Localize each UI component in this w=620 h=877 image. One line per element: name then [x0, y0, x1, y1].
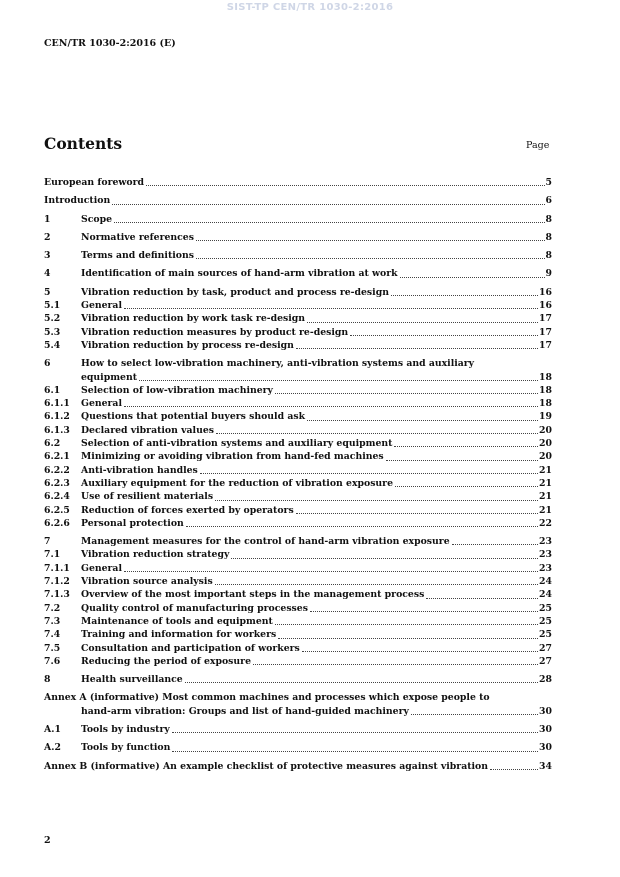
toc-entry-page: 5 — [545, 177, 552, 188]
toc-entry[interactable] — [44, 642, 552, 655]
toc-entry-number: 7.2 — [44, 602, 61, 614]
toc-entry-number: 6.2.6 — [44, 517, 70, 529]
toc-entry-title: Selection of low-vibration machinery — [81, 384, 273, 396]
toc-entry-number: 6 — [44, 358, 51, 370]
dot-leader — [186, 526, 538, 527]
dot-leader — [278, 638, 538, 639]
toc-entry-page: 8 — [545, 250, 552, 262]
dot-leader — [307, 322, 538, 323]
toc-entry-number: 7.1 — [44, 549, 61, 561]
dot-leader — [296, 348, 538, 349]
toc-entry[interactable] — [44, 450, 552, 463]
dot-leader — [172, 751, 538, 752]
toc-entry-title: Health surveillance — [81, 674, 183, 686]
toc-entry-title: Anti-vibration handles — [81, 464, 198, 476]
toc-entry-page: 24 — [539, 576, 552, 588]
toc-entry-page: 23 — [539, 562, 552, 574]
toc-entry-title: Normative references — [81, 231, 194, 243]
toc-entry-title: Annex B (informative) An example checklist of protective measures against vibration — [44, 760, 489, 772]
toc-entry-title: Overview of the most important steps in the management process — [81, 589, 425, 601]
toc-entry-title: How to select low-vibration machinery, anti-vibration systems and auxiliary — [81, 358, 475, 370]
toc-entry-number: 5.3 — [44, 326, 61, 338]
toc-entry-page: 20 — [539, 424, 552, 436]
toc-entry[interactable] — [44, 548, 552, 561]
dot-leader — [426, 598, 538, 599]
dot-leader — [112, 204, 544, 205]
toc-entry-title: General — [81, 300, 122, 312]
toc-entry-number: 5.4 — [44, 339, 61, 351]
toc-entry-page: 25 — [539, 629, 552, 641]
dot-leader — [310, 611, 538, 612]
dot-leader — [296, 513, 538, 514]
toc-entry-number: 6.1 — [44, 384, 61, 396]
toc-entry-number: 4 — [44, 268, 51, 280]
toc-entry-page: 23 — [539, 536, 552, 548]
toc-entry-number: 6.2 — [44, 438, 61, 450]
dot-leader — [231, 558, 538, 559]
document-identifier: CEN/TR 1030-2:2016 (E) — [44, 38, 176, 49]
toc-entry-page: 24 — [539, 589, 552, 601]
toc-entry[interactable] — [44, 437, 552, 450]
toc-entry-page: 16 — [539, 300, 552, 312]
toc-entry-page: 8 — [545, 213, 552, 225]
toc-entry-number: 3 — [44, 250, 51, 262]
toc-entry[interactable] — [44, 628, 552, 641]
toc-entry[interactable] — [44, 176, 552, 189]
toc-entry-number: 5.1 — [44, 300, 61, 312]
toc-entry-number: 8 — [44, 674, 51, 686]
toc-entry[interactable] — [44, 691, 552, 718]
toc-entry[interactable] — [44, 267, 552, 280]
toc-entry-title: Training and information for workers — [81, 629, 277, 641]
toc-entry-page: 25 — [539, 602, 552, 614]
toc-entry-title: European foreword — [44, 177, 144, 188]
toc-entry[interactable] — [44, 424, 552, 437]
toc-entry-title: Vibration reduction by work task re-design — [81, 313, 306, 325]
toc-entry[interactable] — [44, 673, 552, 686]
toc-entry-page: 19 — [539, 411, 552, 423]
toc-entry-page: 8 — [545, 231, 552, 243]
toc-entry-title: Consultation and participation of workers — [81, 642, 300, 654]
watermark: SIST-TP CEN/TR 1030-2:2016 — [226, 2, 394, 13]
toc-entry[interactable] — [44, 231, 552, 244]
toc-entry-number: A.2 — [44, 742, 61, 754]
toc-entry[interactable] — [44, 397, 552, 410]
contents-heading: Contents — [44, 134, 123, 153]
toc-entry[interactable] — [44, 326, 552, 339]
toc-entry-page: 22 — [539, 517, 552, 529]
dot-leader — [196, 240, 545, 241]
toc-entry-title-continued: equipment — [81, 371, 138, 383]
toc-entry-page: 20 — [539, 438, 552, 450]
toc-entry[interactable] — [44, 249, 552, 262]
toc-entry-page: 30 — [539, 705, 552, 717]
toc-entry-page: 16 — [539, 286, 552, 298]
toc-entry[interactable] — [44, 562, 552, 575]
toc-entry-page: 6 — [545, 195, 552, 207]
toc-entry-page: 30 — [539, 723, 552, 735]
toc-entry[interactable] — [44, 312, 552, 325]
toc-entry-number: 6.1.1 — [44, 398, 70, 410]
toc-entry-number: 6.2.3 — [44, 477, 70, 489]
toc-entry-page: 21 — [539, 491, 552, 503]
dot-leader — [275, 624, 538, 625]
toc-entry-number: 7.6 — [44, 655, 61, 667]
toc-entry-number: 6.2.4 — [44, 491, 70, 503]
toc-entry[interactable] — [44, 575, 552, 588]
dot-leader — [196, 258, 545, 259]
page-column-label: Page — [526, 140, 550, 151]
toc-entry-page: 27 — [539, 642, 552, 654]
toc-entry[interactable] — [44, 588, 552, 601]
dot-leader — [411, 714, 538, 715]
toc-entry-title: Vibration reduction by task, product and process re-design — [81, 286, 389, 298]
toc-entry-page: 28 — [539, 674, 552, 686]
toc-entry[interactable] — [44, 213, 552, 226]
dot-leader — [302, 651, 538, 652]
toc-entry-title: Minimizing or avoiding vibration from hand-fed machines — [81, 451, 384, 463]
dot-leader — [146, 185, 545, 186]
toc-entry[interactable] — [44, 339, 552, 352]
toc-entry-page: 18 — [539, 384, 552, 396]
toc-entry-number: 6.1.2 — [44, 411, 70, 423]
table-of-contents — [44, 176, 552, 773]
toc-entry-number: 7.5 — [44, 642, 61, 654]
dot-leader — [216, 433, 538, 434]
dot-leader — [215, 584, 538, 585]
toc-entry[interactable] — [44, 477, 552, 490]
dot-leader — [124, 406, 538, 407]
toc-entry-title: Vibration reduction measures by product re-design — [81, 326, 349, 338]
dot-leader — [490, 769, 538, 770]
toc-entry-title: General — [81, 562, 122, 574]
toc-entry-title: Introduction — [44, 195, 111, 207]
toc-entry[interactable] — [44, 357, 552, 384]
dot-leader — [307, 420, 538, 421]
toc-entry[interactable] — [44, 655, 552, 668]
toc-entry-page: 20 — [539, 451, 552, 463]
toc-entry-number: A.1 — [44, 723, 61, 735]
toc-entry-title: Personal protection — [81, 517, 184, 529]
toc-entry-title: Annex A (informative) Most common machines and processes which expose people to — [44, 692, 490, 704]
toc-entry-title: Terms and definitions — [81, 250, 194, 262]
dot-leader — [452, 544, 538, 545]
dot-leader — [185, 682, 538, 683]
dot-leader — [400, 277, 545, 278]
dot-leader — [386, 460, 538, 461]
toc-entry-page: 18 — [539, 398, 552, 410]
dot-leader — [394, 446, 538, 447]
toc-entry-title: Declared vibration values — [81, 424, 214, 436]
toc-entry-number: 2 — [44, 231, 51, 243]
toc-entry-title: Auxiliary equipment for the reduction of vibration exposure — [81, 477, 393, 489]
dot-leader — [350, 335, 538, 336]
toc-entry[interactable] — [44, 490, 552, 503]
toc-entry-title: Tools by industry — [81, 723, 170, 735]
toc-entry-number: 7.3 — [44, 615, 61, 627]
toc-entry-title: Selection of anti-vibration systems and auxiliary equipment — [81, 438, 393, 450]
toc-entry-page: 18 — [539, 371, 552, 383]
dot-leader — [253, 664, 538, 665]
toc-entry-page: 23 — [539, 549, 552, 561]
toc-entry[interactable] — [44, 535, 552, 548]
toc-entry-page: 30 — [539, 742, 552, 754]
toc-entry-page: 34 — [539, 760, 552, 772]
toc-entry-title: Reduction of forces exerted by operators — [81, 504, 294, 516]
toc-entry[interactable] — [44, 760, 552, 773]
dot-leader — [391, 295, 538, 296]
dot-leader — [172, 732, 538, 733]
toc-entry[interactable] — [44, 517, 552, 530]
dot-leader — [114, 222, 545, 223]
dot-leader — [139, 380, 538, 381]
toc-entry-title: Vibration source analysis — [81, 576, 213, 588]
toc-entry-title: Management measures for the control of hand-arm vibration exposure — [81, 536, 450, 548]
toc-entry[interactable] — [44, 741, 552, 754]
toc-entry-number: 7.1.2 — [44, 576, 70, 588]
dot-leader — [200, 473, 538, 474]
toc-entry-page: 21 — [539, 477, 552, 489]
toc-entry-number: 7.4 — [44, 629, 61, 641]
toc-entry[interactable] — [44, 602, 552, 615]
toc-entry-page: 9 — [545, 268, 552, 280]
toc-entry[interactable] — [44, 615, 552, 628]
toc-entry-title: Tools by function — [81, 742, 171, 754]
toc-entry-title: Reducing the period of exposure — [81, 655, 251, 667]
toc-entry-number: 7 — [44, 536, 51, 548]
toc-entry-number: 5 — [44, 286, 51, 298]
toc-entry-number: 6.2.5 — [44, 504, 70, 516]
toc-entry[interactable] — [44, 194, 552, 207]
toc-entry-page: 27 — [539, 655, 552, 667]
toc-entry-title: Questions that potential buyers should ask — [81, 411, 306, 423]
toc-entry-title: Scope — [81, 213, 112, 225]
toc-entry-page: 21 — [539, 504, 552, 516]
toc-entry-page: 21 — [539, 464, 552, 476]
toc-entry[interactable] — [44, 410, 552, 423]
dot-leader — [215, 500, 538, 501]
toc-entry[interactable] — [44, 504, 552, 517]
toc-entry-number: 6.1.3 — [44, 424, 70, 436]
toc-entry-number: 5.2 — [44, 313, 61, 325]
toc-entry-number: 7.1.1 — [44, 562, 70, 574]
toc-entry[interactable] — [44, 723, 552, 736]
toc-entry-title: Quality control of manufacturing processes — [81, 602, 308, 614]
toc-entry-title: Vibration reduction strategy — [81, 549, 230, 561]
dot-leader — [395, 486, 538, 487]
toc-entry-page: 17 — [539, 326, 552, 338]
toc-entry[interactable] — [44, 384, 552, 397]
dot-leader — [275, 393, 538, 394]
toc-entry-page: 17 — [539, 339, 552, 351]
toc-entry-title: Maintenance of tools and equipment — [81, 615, 273, 627]
toc-entry-page: 17 — [539, 313, 552, 325]
toc-entry-title: Use of resilient materials — [81, 491, 214, 503]
toc-entry-page: 25 — [539, 615, 552, 627]
dot-leader — [124, 308, 538, 309]
toc-entry[interactable] — [44, 286, 552, 299]
toc-entry-number: 6.2.2 — [44, 464, 70, 476]
toc-entry-number: 1 — [44, 213, 51, 225]
toc-entry-title: Vibration reduction by process re-design — [81, 339, 294, 351]
page-number: 2 — [44, 835, 51, 846]
dot-leader — [124, 571, 538, 572]
toc-entry-number: 6.2.1 — [44, 451, 70, 463]
toc-entry-title: Identification of main sources of hand-arm vibration at work — [81, 268, 398, 280]
toc-entry-title-continued: hand-arm vibration: Groups and list of hand-guided machinery — [81, 705, 409, 717]
toc-entry[interactable] — [44, 464, 552, 477]
toc-entry[interactable] — [44, 299, 552, 312]
toc-entry-title: General — [81, 398, 122, 410]
toc-entry-number: 7.1.3 — [44, 589, 70, 601]
